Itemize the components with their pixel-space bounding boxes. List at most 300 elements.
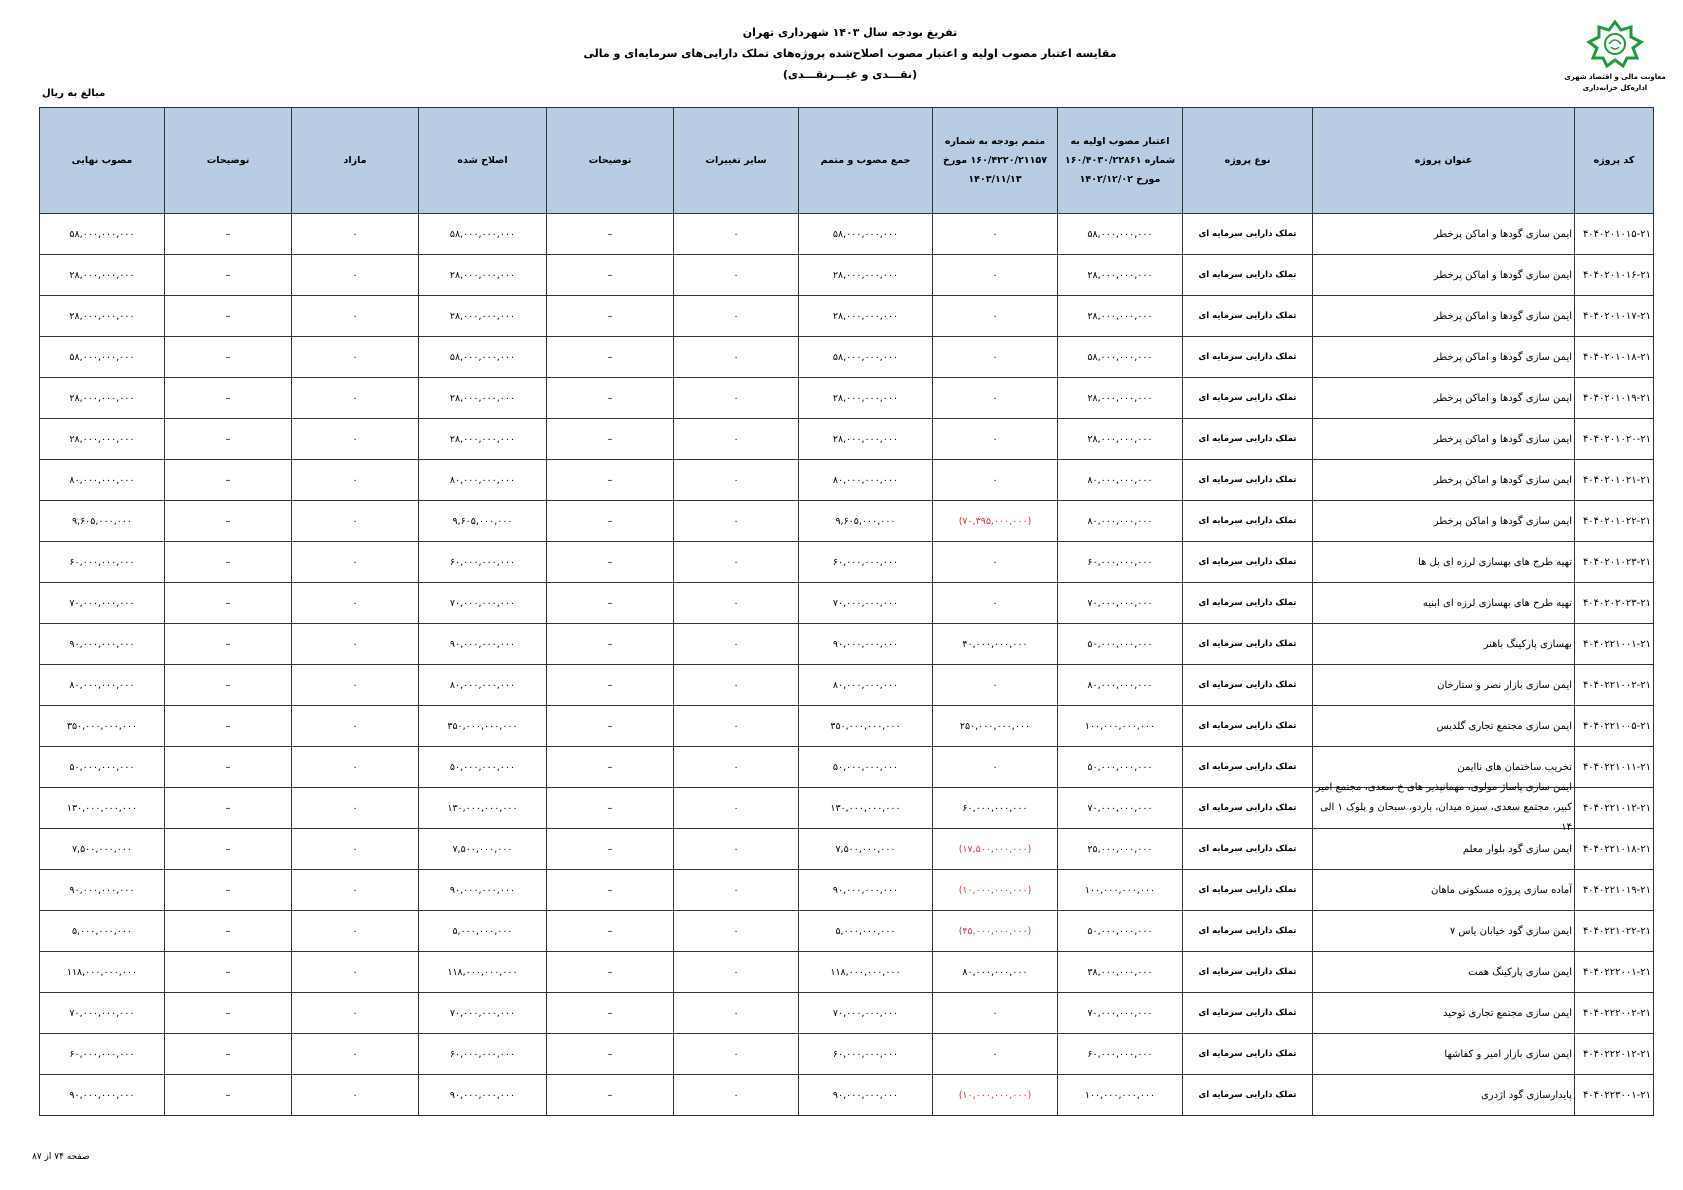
table-row bbox=[40, 870, 1654, 911]
cell-final: ۲۸,۰۰۰,۰۰۰,۰۰۰ bbox=[40, 419, 165, 460]
table-row bbox=[40, 665, 1654, 706]
cell-final: ۵۰,۰۰۰,۰۰۰,۰۰۰ bbox=[40, 747, 165, 788]
cell-type: تملک دارایی سرمایه ای bbox=[1183, 993, 1313, 1034]
cell-surplus: ۰ bbox=[292, 747, 419, 788]
cell-surplus: ۰ bbox=[292, 1075, 419, 1116]
cell-code: ۴۰۴۰۲۰۱۰۱۶-۲۱ bbox=[1575, 255, 1654, 296]
cell-total: ۱۳۰,۰۰۰,۰۰۰,۰۰۰ bbox=[799, 788, 933, 829]
cell-modified: ۵,۰۰۰,۰۰۰,۰۰۰ bbox=[419, 911, 547, 952]
cell-other: ۰ bbox=[674, 665, 799, 706]
cell-code: ۴۰۴۰۲۲۱۰۰۲-۲۱ bbox=[1575, 665, 1654, 706]
cell-notes1: – bbox=[547, 624, 674, 665]
cell-code: ۴۰۴۰۲۰۱۰۱۵-۲۱ bbox=[1575, 214, 1654, 255]
cell-supplement: ۰ bbox=[933, 583, 1058, 624]
cell-notes2: – bbox=[165, 829, 292, 870]
cell-initial: ۱۰۰,۰۰۰,۰۰۰,۰۰۰ bbox=[1058, 706, 1183, 747]
column-header-final: مصوب نهایی bbox=[40, 108, 165, 214]
cell-notes2: – bbox=[165, 1075, 292, 1116]
cell-code: ۴۰۴۰۲۲۲۰۰۲-۲۱ bbox=[1575, 993, 1654, 1034]
cell-type: تملک دارایی سرمایه ای bbox=[1183, 337, 1313, 378]
cell-other: ۰ bbox=[674, 378, 799, 419]
column-header-total: جمع مصوب و متمم bbox=[799, 108, 933, 214]
cell-notes2: – bbox=[165, 501, 292, 542]
cell-supplement: (۱۷,۵۰۰,۰۰۰,۰۰۰) bbox=[933, 829, 1058, 870]
cell-modified: ۹۰,۰۰۰,۰۰۰,۰۰۰ bbox=[419, 870, 547, 911]
cell-final: ۵۸,۰۰۰,۰۰۰,۰۰۰ bbox=[40, 214, 165, 255]
cell-type: تملک دارایی سرمایه ای bbox=[1183, 747, 1313, 788]
cell-initial: ۲۵,۰۰۰,۰۰۰,۰۰۰ bbox=[1058, 829, 1183, 870]
cell-total: ۸۰,۰۰۰,۰۰۰,۰۰۰ bbox=[799, 665, 933, 706]
cell-supplement: (۱۰,۰۰۰,۰۰۰,۰۰۰) bbox=[933, 870, 1058, 911]
cell-other: ۰ bbox=[674, 952, 799, 993]
cell-modified: ۲۸,۰۰۰,۰۰۰,۰۰۰ bbox=[419, 378, 547, 419]
cell-notes1: – bbox=[547, 870, 674, 911]
cell-notes1: – bbox=[547, 255, 674, 296]
cell-title: تهیه طرح های بهسازی لرزه ای ابنیه bbox=[1313, 583, 1575, 624]
cell-notes1: – bbox=[547, 706, 674, 747]
cell-title: ایمن سازی گودها و اماکن پرخطر bbox=[1313, 501, 1575, 542]
cell-code: ۴۰۴۰۲۰۱۰۲۱-۲۱ bbox=[1575, 460, 1654, 501]
cell-total: ۵,۰۰۰,۰۰۰,۰۰۰ bbox=[799, 911, 933, 952]
cell-other: ۰ bbox=[674, 1034, 799, 1075]
cell-code: ۴۰۴۰۲۲۱۰۰۱-۲۱ bbox=[1575, 624, 1654, 665]
cell-supplement: (۱۰,۰۰۰,۰۰۰,۰۰۰) bbox=[933, 1075, 1058, 1116]
cell-final: ۹۰,۰۰۰,۰۰۰,۰۰۰ bbox=[40, 870, 165, 911]
cell-title bbox=[1313, 782, 1575, 833]
cell-surplus: ۰ bbox=[292, 788, 419, 829]
cell-total: ۵۸,۰۰۰,۰۰۰,۰۰۰ bbox=[799, 337, 933, 378]
cell-initial: ۷۰,۰۰۰,۰۰۰,۰۰۰ bbox=[1058, 993, 1183, 1034]
cell-notes2: – bbox=[165, 624, 292, 665]
cell-notes1: – bbox=[547, 747, 674, 788]
cell-surplus: ۰ bbox=[292, 665, 419, 706]
cell-notes2: – bbox=[165, 255, 292, 296]
cell-total: ۱۱۸,۰۰۰,۰۰۰,۰۰۰ bbox=[799, 952, 933, 993]
cell-title: ایمن سازی گودها و اماکن پرخطر bbox=[1313, 255, 1575, 296]
cell-surplus: ۰ bbox=[292, 870, 419, 911]
cell-total: ۲۸,۰۰۰,۰۰۰,۰۰۰ bbox=[799, 255, 933, 296]
cell-initial: ۵۰,۰۰۰,۰۰۰,۰۰۰ bbox=[1058, 911, 1183, 952]
cell-final: ۲۸,۰۰۰,۰۰۰,۰۰۰ bbox=[40, 378, 165, 419]
cell-supplement: ۰ bbox=[933, 665, 1058, 706]
cell-notes1: – bbox=[547, 665, 674, 706]
cell-title-text: ایمن سازی پاساژ مولوی، مهمانپذیر های خ سعدی، مجتمع امیر کبیر، مجتمع سعدی، سبزه میدان، باردو، سبحان و بلوک ۱ الی ۱۴ bbox=[1315, 782, 1572, 833]
cell-type: تملک دارایی سرمایه ای bbox=[1183, 583, 1313, 624]
cell-surplus: ۰ bbox=[292, 829, 419, 870]
cell-notes2: – bbox=[165, 378, 292, 419]
cell-final: ۵۸,۰۰۰,۰۰۰,۰۰۰ bbox=[40, 337, 165, 378]
cell-initial: ۳۸,۰۰۰,۰۰۰,۰۰۰ bbox=[1058, 952, 1183, 993]
cell-title: ایمن سازی گودها و اماکن پرخطر bbox=[1313, 378, 1575, 419]
cell-modified: ۵۸,۰۰۰,۰۰۰,۰۰۰ bbox=[419, 214, 547, 255]
cell-notes2: – bbox=[165, 542, 292, 583]
table-row bbox=[40, 706, 1654, 747]
cell-code: ۴۰۴۰۲۲۱۰۱۱-۲۱ bbox=[1575, 747, 1654, 788]
cell-other: ۰ bbox=[674, 214, 799, 255]
table-row bbox=[40, 378, 1654, 419]
cell-modified: ۶۰,۰۰۰,۰۰۰,۰۰۰ bbox=[419, 1034, 547, 1075]
column-header-other: سایر تغییرات bbox=[674, 108, 799, 214]
cell-type: تملک دارایی سرمایه ای bbox=[1183, 460, 1313, 501]
cell-type: تملک دارایی سرمایه ای bbox=[1183, 952, 1313, 993]
currency-unit-note: مبالغ به ریال bbox=[42, 88, 106, 99]
cell-title: تخریب ساختمان های ناایمن bbox=[1313, 747, 1575, 788]
cell-modified: ۹,۶۰۵,۰۰۰,۰۰۰ bbox=[419, 501, 547, 542]
column-header-title: عنوان پروژه bbox=[1313, 108, 1575, 214]
report-title: تفریغ بودجه سال ۱۴۰۳ شهرداری تهران bbox=[742, 26, 958, 39]
table-row bbox=[40, 337, 1654, 378]
cell-other: ۰ bbox=[674, 337, 799, 378]
cell-other: ۰ bbox=[674, 501, 799, 542]
cell-initial: ۸۰,۰۰۰,۰۰۰,۰۰۰ bbox=[1058, 460, 1183, 501]
cell-notes2: – bbox=[165, 665, 292, 706]
cell-modified: ۵۰,۰۰۰,۰۰۰,۰۰۰ bbox=[419, 747, 547, 788]
cell-total: ۲۸,۰۰۰,۰۰۰,۰۰۰ bbox=[799, 378, 933, 419]
cell-initial: ۲۸,۰۰۰,۰۰۰,۰۰۰ bbox=[1058, 378, 1183, 419]
cell-type: تملک دارایی سرمایه ای bbox=[1183, 419, 1313, 460]
cell-code: ۴۰۴۰۲۰۱۰۲۰-۲۱ bbox=[1575, 419, 1654, 460]
cell-title: بهسازی پارکینگ باهنر bbox=[1313, 624, 1575, 665]
cell-code: ۴۰۴۰۲۰۱۰۱۹-۲۱ bbox=[1575, 378, 1654, 419]
cell-initial: ۸۰,۰۰۰,۰۰۰,۰۰۰ bbox=[1058, 665, 1183, 706]
table-row bbox=[40, 255, 1654, 296]
cell-total: ۷۰,۰۰۰,۰۰۰,۰۰۰ bbox=[799, 583, 933, 624]
cell-final: ۵,۰۰۰,۰۰۰,۰۰۰ bbox=[40, 911, 165, 952]
table-row bbox=[40, 952, 1654, 993]
cell-notes2: – bbox=[165, 706, 292, 747]
cell-total: ۹,۶۰۵,۰۰۰,۰۰۰ bbox=[799, 501, 933, 542]
cell-supplement: (۷۰,۳۹۵,۰۰۰,۰۰۰) bbox=[933, 501, 1058, 542]
cell-final: ۸۰,۰۰۰,۰۰۰,۰۰۰ bbox=[40, 665, 165, 706]
cell-supplement: ۰ bbox=[933, 460, 1058, 501]
cell-final: ۱۱۸,۰۰۰,۰۰۰,۰۰۰ bbox=[40, 952, 165, 993]
cell-other: ۰ bbox=[674, 993, 799, 1034]
cell-other: ۰ bbox=[674, 296, 799, 337]
cell-surplus: ۰ bbox=[292, 542, 419, 583]
cell-supplement: ۰ bbox=[933, 747, 1058, 788]
cell-code: ۴۰۴۰۲۰۱۰۲۳-۲۱ bbox=[1575, 542, 1654, 583]
cell-notes1: – bbox=[547, 952, 674, 993]
cell-modified: ۶۰,۰۰۰,۰۰۰,۰۰۰ bbox=[419, 542, 547, 583]
cell-notes1: – bbox=[547, 1034, 674, 1075]
cell-initial: ۶۰,۰۰۰,۰۰۰,۰۰۰ bbox=[1058, 1034, 1183, 1075]
cell-notes1: – bbox=[547, 829, 674, 870]
cell-surplus: ۰ bbox=[292, 993, 419, 1034]
cell-other: ۰ bbox=[674, 788, 799, 829]
cell-final: ۳۵۰,۰۰۰,۰۰۰,۰۰۰ bbox=[40, 706, 165, 747]
cell-total: ۷,۵۰۰,۰۰۰,۰۰۰ bbox=[799, 829, 933, 870]
cell-title: ایمن سازی مجتمع تجاری توحید bbox=[1313, 993, 1575, 1034]
cell-total: ۲۸,۰۰۰,۰۰۰,۰۰۰ bbox=[799, 419, 933, 460]
cell-other: ۰ bbox=[674, 255, 799, 296]
cell-type: تملک دارایی سرمایه ای bbox=[1183, 665, 1313, 706]
table-row bbox=[40, 1034, 1654, 1075]
cell-type: تملک دارایی سرمایه ای bbox=[1183, 911, 1313, 952]
cell-surplus: ۰ bbox=[292, 501, 419, 542]
cell-total: ۹۰,۰۰۰,۰۰۰,۰۰۰ bbox=[799, 1075, 933, 1116]
cell-notes1: – bbox=[547, 337, 674, 378]
cell-notes2: – bbox=[165, 952, 292, 993]
cell-notes2: – bbox=[165, 214, 292, 255]
cell-supplement: ۰ bbox=[933, 337, 1058, 378]
cell-modified: ۱۱۸,۰۰۰,۰۰۰,۰۰۰ bbox=[419, 952, 547, 993]
cell-notes1: – bbox=[547, 1075, 674, 1116]
cell-notes1: – bbox=[547, 993, 674, 1034]
cell-other: ۰ bbox=[674, 419, 799, 460]
cell-notes1: – bbox=[547, 460, 674, 501]
column-header-notes1: توضیحات bbox=[547, 108, 674, 214]
cell-type: تملک دارایی سرمایه ای bbox=[1183, 378, 1313, 419]
cell-notes1: – bbox=[547, 542, 674, 583]
cell-total: ۳۵۰,۰۰۰,۰۰۰,۰۰۰ bbox=[799, 706, 933, 747]
cell-modified: ۹۰,۰۰۰,۰۰۰,۰۰۰ bbox=[419, 624, 547, 665]
cell-type: تملک دارایی سرمایه ای bbox=[1183, 1075, 1313, 1116]
cell-total: ۹۰,۰۰۰,۰۰۰,۰۰۰ bbox=[799, 624, 933, 665]
page-number: صفحه ۷۴ از ۸۷ bbox=[32, 1152, 90, 1162]
cell-initial: ۶۰,۰۰۰,۰۰۰,۰۰۰ bbox=[1058, 542, 1183, 583]
cell-final: ۹۰,۰۰۰,۰۰۰,۰۰۰ bbox=[40, 1075, 165, 1116]
cell-modified: ۹۰,۰۰۰,۰۰۰,۰۰۰ bbox=[419, 1075, 547, 1116]
cell-surplus: ۰ bbox=[292, 378, 419, 419]
cell-code: ۴۰۴۰۲۲۱۰۱۸-۲۱ bbox=[1575, 829, 1654, 870]
cell-other: ۰ bbox=[674, 583, 799, 624]
cell-notes1: – bbox=[547, 583, 674, 624]
cell-type: تملک دارایی سرمایه ای bbox=[1183, 542, 1313, 583]
cell-notes1: – bbox=[547, 911, 674, 952]
cell-initial: ۲۸,۰۰۰,۰۰۰,۰۰۰ bbox=[1058, 255, 1183, 296]
cell-modified: ۳۵۰,۰۰۰,۰۰۰,۰۰۰ bbox=[419, 706, 547, 747]
cell-title: آماده سازی پروژه مسکونی ماهان bbox=[1313, 870, 1575, 911]
logo-caption-treasury: اداره‌کل خزانه‌داری bbox=[1582, 84, 1648, 92]
cell-total: ۸۰,۰۰۰,۰۰۰,۰۰۰ bbox=[799, 460, 933, 501]
cell-modified: ۷,۵۰۰,۰۰۰,۰۰۰ bbox=[419, 829, 547, 870]
cell-code: ۴۰۴۰۲۲۱۰۰۵-۲۱ bbox=[1575, 706, 1654, 747]
cell-notes2: – bbox=[165, 1034, 292, 1075]
cell-modified: ۲۸,۰۰۰,۰۰۰,۰۰۰ bbox=[419, 296, 547, 337]
cell-code: ۴۰۴۰۲۲۳۰۰۱-۲۱ bbox=[1575, 1075, 1654, 1116]
cell-initial: ۵۸,۰۰۰,۰۰۰,۰۰۰ bbox=[1058, 337, 1183, 378]
cell-notes2: – bbox=[165, 788, 292, 829]
cell-supplement: ۰ bbox=[933, 296, 1058, 337]
cell-surplus: ۰ bbox=[292, 419, 419, 460]
cell-supplement: (۴۵,۰۰۰,۰۰۰,۰۰۰) bbox=[933, 911, 1058, 952]
column-header-supplement: متمم بودجه به شماره ۱۶۰/۴۲۲۰/۲۱۱۵۷ مورخ ۱۴۰۳/۱۱/۱۳ bbox=[933, 108, 1058, 214]
cell-title: ایمن سازی مجتمع تجاری گلدیس bbox=[1313, 706, 1575, 747]
table-row bbox=[40, 583, 1654, 624]
cell-final: ۱۳۰,۰۰۰,۰۰۰,۰۰۰ bbox=[40, 788, 165, 829]
cell-final: ۶۰,۰۰۰,۰۰۰,۰۰۰ bbox=[40, 1034, 165, 1075]
cell-modified: ۸۰,۰۰۰,۰۰۰,۰۰۰ bbox=[419, 665, 547, 706]
cell-other: ۰ bbox=[674, 542, 799, 583]
cell-type: تملک دارایی سرمایه ای bbox=[1183, 1034, 1313, 1075]
cell-total: ۵۰,۰۰۰,۰۰۰,۰۰۰ bbox=[799, 747, 933, 788]
cell-notes2: – bbox=[165, 870, 292, 911]
cell-notes2: – bbox=[165, 460, 292, 501]
cell-notes2: – bbox=[165, 911, 292, 952]
cell-code: ۴۰۴۰۲۲۱۰۱۹-۲۱ bbox=[1575, 870, 1654, 911]
cell-title: ایمن سازی گودها و اماکن پرخطر bbox=[1313, 419, 1575, 460]
cell-code: ۴۰۴۰۲۰۱۰۱۷-۲۱ bbox=[1575, 296, 1654, 337]
report-subtitle: مقایسه اعتبار مصوب اولیه و اعتبار مصوب اصلاح‌شده پروژه‌های تملک دارایی‌های سرمایه‌ای و مالی bbox=[583, 47, 1117, 60]
logo-caption-deputy: معاونت مالی و اقتصاد شهری bbox=[1564, 73, 1666, 81]
cell-notes1: – bbox=[547, 378, 674, 419]
cell-type: تملک دارایی سرمایه ای bbox=[1183, 501, 1313, 542]
cell-modified: ۸۰,۰۰۰,۰۰۰,۰۰۰ bbox=[419, 460, 547, 501]
cell-surplus: ۰ bbox=[292, 460, 419, 501]
cell-code: ۴۰۴۰۲۰۱۰۲۲-۲۱ bbox=[1575, 501, 1654, 542]
report-titles bbox=[500, 22, 1200, 85]
cell-other: ۰ bbox=[674, 829, 799, 870]
cell-final: ۹۰,۰۰۰,۰۰۰,۰۰۰ bbox=[40, 624, 165, 665]
cell-notes2: – bbox=[165, 583, 292, 624]
cell-surplus: ۰ bbox=[292, 911, 419, 952]
table-row bbox=[40, 419, 1654, 460]
cell-other: ۰ bbox=[674, 624, 799, 665]
table-row bbox=[40, 993, 1654, 1034]
column-header-initial: اعتبار مصوب اولیه به شماره ۱۶۰/۴۰۳۰/۲۲۸۶۱ مورخ ۱۴۰۲/۱۲/۰۲ bbox=[1058, 108, 1183, 214]
cell-notes1: – bbox=[547, 788, 674, 829]
cell-title: ایمن سازی گودها و اماکن پرخطر bbox=[1313, 296, 1575, 337]
cell-supplement: ۰ bbox=[933, 378, 1058, 419]
cell-surplus: ۰ bbox=[292, 1034, 419, 1075]
cell-supplement: ۲۵۰,۰۰۰,۰۰۰,۰۰۰ bbox=[933, 706, 1058, 747]
cell-code: ۴۰۴۰۲۲۱۰۱۲-۲۱ bbox=[1575, 788, 1654, 829]
column-header-modified: اصلاح شده bbox=[419, 108, 547, 214]
cell-total: ۲۸,۰۰۰,۰۰۰,۰۰۰ bbox=[799, 296, 933, 337]
cell-initial: ۱۰۰,۰۰۰,۰۰۰,۰۰۰ bbox=[1058, 1075, 1183, 1116]
cell-type: تملک دارایی سرمایه ای bbox=[1183, 788, 1313, 829]
cell-initial: ۵۸,۰۰۰,۰۰۰,۰۰۰ bbox=[1058, 214, 1183, 255]
column-header-type: نوع پروژه bbox=[1183, 108, 1313, 214]
cell-type: تملک دارایی سرمایه ای bbox=[1183, 624, 1313, 665]
cell-title: ایمن سازی گود بلوار معلم bbox=[1313, 829, 1575, 870]
column-header-code: کد پروژه bbox=[1575, 108, 1654, 214]
cell-notes2: – bbox=[165, 296, 292, 337]
cell-surplus: ۰ bbox=[292, 583, 419, 624]
cell-modified: ۵۸,۰۰۰,۰۰۰,۰۰۰ bbox=[419, 337, 547, 378]
cell-modified: ۱۳۰,۰۰۰,۰۰۰,۰۰۰ bbox=[419, 788, 547, 829]
cell-surplus: ۰ bbox=[292, 255, 419, 296]
logo-emblem-icon bbox=[1583, 20, 1647, 68]
cell-title: ایمن سازی بازار امیر و کفاشها bbox=[1313, 1034, 1575, 1075]
cell-initial: ۲۸,۰۰۰,۰۰۰,۰۰۰ bbox=[1058, 419, 1183, 460]
table-row bbox=[40, 542, 1654, 583]
cell-surplus: ۰ bbox=[292, 337, 419, 378]
cell-initial: ۵۰,۰۰۰,۰۰۰,۰۰۰ bbox=[1058, 747, 1183, 788]
cell-total: ۹۰,۰۰۰,۰۰۰,۰۰۰ bbox=[799, 870, 933, 911]
cell-title: ایمن سازی گودها و اماکن پرخطر bbox=[1313, 337, 1575, 378]
cell-other: ۰ bbox=[674, 747, 799, 788]
cell-initial: ۷۰,۰۰۰,۰۰۰,۰۰۰ bbox=[1058, 788, 1183, 829]
cell-title: ایمن سازی گودها و اماکن پرخطر bbox=[1313, 214, 1575, 255]
table-row bbox=[40, 501, 1654, 542]
cell-notes1: – bbox=[547, 214, 674, 255]
column-header-notes2: توضیحات bbox=[165, 108, 292, 214]
cell-supplement: ۰ bbox=[933, 214, 1058, 255]
cell-code: ۴۰۴۰۲۰۱۰۱۸-۲۱ bbox=[1575, 337, 1654, 378]
cell-notes1: – bbox=[547, 296, 674, 337]
cell-final: ۸۰,۰۰۰,۰۰۰,۰۰۰ bbox=[40, 460, 165, 501]
cell-final: ۲۸,۰۰۰,۰۰۰,۰۰۰ bbox=[40, 255, 165, 296]
cell-final: ۷,۵۰۰,۰۰۰,۰۰۰ bbox=[40, 829, 165, 870]
cell-initial: ۷۰,۰۰۰,۰۰۰,۰۰۰ bbox=[1058, 583, 1183, 624]
cell-modified: ۲۸,۰۰۰,۰۰۰,۰۰۰ bbox=[419, 419, 547, 460]
report-subtitle-cash: (نقـــدی و غیـــرنقـــدی) bbox=[782, 68, 918, 81]
cell-notes2: – bbox=[165, 747, 292, 788]
cell-total: ۶۰,۰۰۰,۰۰۰,۰۰۰ bbox=[799, 542, 933, 583]
cell-modified: ۲۸,۰۰۰,۰۰۰,۰۰۰ bbox=[419, 255, 547, 296]
cell-supplement: ۰ bbox=[933, 993, 1058, 1034]
cell-code: ۴۰۴۰۲۲۱۰۲۲-۲۱ bbox=[1575, 911, 1654, 952]
cell-other: ۰ bbox=[674, 1075, 799, 1116]
cell-title: ایمن سازی گود خیابان یاس ۷ bbox=[1313, 911, 1575, 952]
cell-surplus: ۰ bbox=[292, 296, 419, 337]
table-row bbox=[40, 214, 1654, 255]
cell-code: ۴۰۴۰۲۲۲۰۰۱-۲۱ bbox=[1575, 952, 1654, 993]
cell-initial: ۲۸,۰۰۰,۰۰۰,۰۰۰ bbox=[1058, 296, 1183, 337]
cell-type: تملک دارایی سرمایه ای bbox=[1183, 214, 1313, 255]
cell-code: ۴۰۴۰۲۰۲۰۲۳-۲۱ bbox=[1575, 583, 1654, 624]
cell-total: ۷۰,۰۰۰,۰۰۰,۰۰۰ bbox=[799, 993, 933, 1034]
cell-total: ۶۰,۰۰۰,۰۰۰,۰۰۰ bbox=[799, 1034, 933, 1075]
cell-other: ۰ bbox=[674, 870, 799, 911]
cell-notes1: – bbox=[547, 501, 674, 542]
table-row bbox=[40, 296, 1654, 337]
cell-code: ۴۰۴۰۲۲۲۰۱۲-۲۱ bbox=[1575, 1034, 1654, 1075]
cell-total: ۵۸,۰۰۰,۰۰۰,۰۰۰ bbox=[799, 214, 933, 255]
tehran-municipality-logo bbox=[1560, 20, 1670, 94]
cell-title: تهیه طرح های بهسازی لرزه ای پل ها bbox=[1313, 542, 1575, 583]
cell-surplus: ۰ bbox=[292, 706, 419, 747]
cell-supplement: ۰ bbox=[933, 542, 1058, 583]
cell-notes2: – bbox=[165, 337, 292, 378]
table-row bbox=[40, 460, 1654, 501]
cell-notes2: – bbox=[165, 993, 292, 1034]
table-row bbox=[40, 624, 1654, 665]
cell-supplement: ۸۰,۰۰۰,۰۰۰,۰۰۰ bbox=[933, 952, 1058, 993]
cell-initial: ۱۰۰,۰۰۰,۰۰۰,۰۰۰ bbox=[1058, 870, 1183, 911]
cell-final: ۷۰,۰۰۰,۰۰۰,۰۰۰ bbox=[40, 583, 165, 624]
cell-final: ۲۸,۰۰۰,۰۰۰,۰۰۰ bbox=[40, 296, 165, 337]
table-row bbox=[40, 911, 1654, 952]
cell-other: ۰ bbox=[674, 460, 799, 501]
cell-type: تملک دارایی سرمایه ای bbox=[1183, 829, 1313, 870]
cell-supplement: ۰ bbox=[933, 1034, 1058, 1075]
cell-final: ۶۰,۰۰۰,۰۰۰,۰۰۰ bbox=[40, 542, 165, 583]
cell-surplus: ۰ bbox=[292, 952, 419, 993]
cell-title: ایمن سازی بازار نصر و ستارخان bbox=[1313, 665, 1575, 706]
cell-surplus: ۰ bbox=[292, 624, 419, 665]
cell-other: ۰ bbox=[674, 911, 799, 952]
cell-type: تملک دارایی سرمایه ای bbox=[1183, 296, 1313, 337]
cell-final: ۷۰,۰۰۰,۰۰۰,۰۰۰ bbox=[40, 993, 165, 1034]
budget-table bbox=[39, 107, 1654, 1116]
table-row bbox=[40, 1075, 1654, 1116]
cell-supplement: ۴۰,۰۰۰,۰۰۰,۰۰۰ bbox=[933, 624, 1058, 665]
cell-initial: ۸۰,۰۰۰,۰۰۰,۰۰۰ bbox=[1058, 501, 1183, 542]
cell-notes2: – bbox=[165, 419, 292, 460]
cell-title: ایمن سازی گودها و اماکن پرخطر bbox=[1313, 460, 1575, 501]
cell-modified: ۷۰,۰۰۰,۰۰۰,۰۰۰ bbox=[419, 993, 547, 1034]
cell-other: ۰ bbox=[674, 706, 799, 747]
cell-modified: ۷۰,۰۰۰,۰۰۰,۰۰۰ bbox=[419, 583, 547, 624]
cell-title: ایمن سازی پارکینگ همت bbox=[1313, 952, 1575, 993]
cell-title: پایدارسازی گود اژدری bbox=[1313, 1075, 1575, 1116]
cell-supplement: ۰ bbox=[933, 419, 1058, 460]
cell-type: تملک دارایی سرمایه ای bbox=[1183, 870, 1313, 911]
cell-supplement: ۶۰,۰۰۰,۰۰۰,۰۰۰ bbox=[933, 788, 1058, 829]
cell-notes1: – bbox=[547, 419, 674, 460]
